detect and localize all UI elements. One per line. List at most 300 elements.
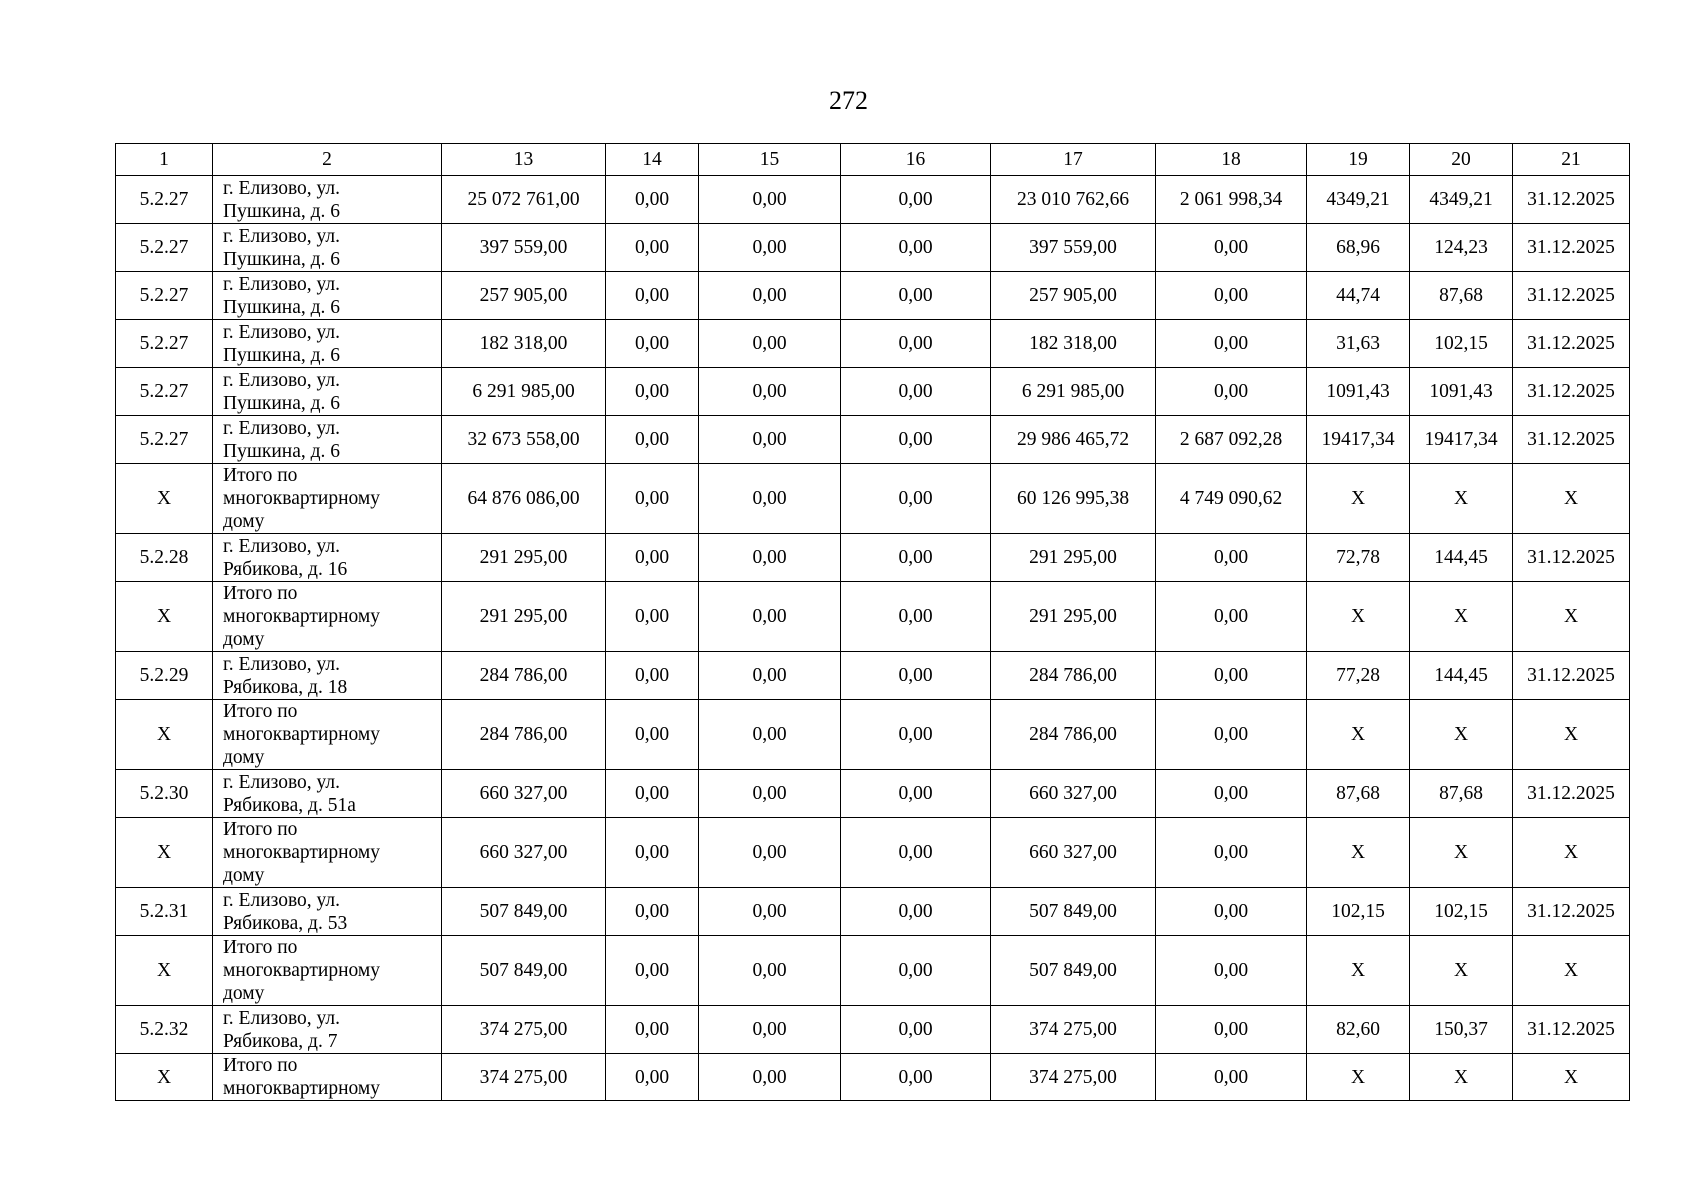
cell-col20: [1410, 368, 1513, 416]
cell-value: 0,00: [1213, 665, 1249, 686]
cell-value: 284 786,00: [1029, 665, 1117, 686]
cell-col16: [841, 272, 991, 320]
cell-value: 660 327,00: [479, 783, 568, 804]
cell-value: 0,00: [1213, 547, 1249, 568]
cell-number: [116, 320, 213, 368]
address-line: Рябикова, д. 16: [223, 558, 348, 580]
cell-col14: [606, 1006, 699, 1054]
cell-col19: [1307, 888, 1410, 936]
cell-value: 0,00: [752, 783, 787, 804]
cell-value: 72,78: [1336, 547, 1380, 568]
cell-value: 82,60: [1336, 1019, 1380, 1040]
row-number: 5.2.27: [139, 237, 189, 258]
cell-col20: [1410, 320, 1513, 368]
cell-value: 31,63: [1336, 333, 1380, 354]
cell-value: X: [1453, 488, 1469, 509]
address-line: Итого по: [223, 1055, 298, 1076]
column-header: 17: [991, 144, 1156, 176]
address-line: г. Елизово, ул.: [223, 177, 341, 199]
cell-col20: [1410, 652, 1513, 700]
cell-value: 0,00: [634, 606, 670, 627]
cell-value: 102,15: [1331, 901, 1385, 922]
cell-value: X: [1563, 1066, 1579, 1088]
cell-value: 0,00: [898, 547, 933, 568]
cell-value: 291 295,00: [1029, 606, 1117, 627]
cell-value: 0,00: [752, 606, 787, 627]
table-row: [116, 320, 1630, 368]
cell-address: [213, 818, 442, 888]
cell-value: X: [1350, 1066, 1366, 1088]
cell-value: 0,00: [634, 1066, 670, 1088]
cell-value: 284 786,00: [479, 665, 568, 686]
cell-value: 0,00: [752, 724, 787, 745]
table-row: [116, 224, 1630, 272]
cell-value: 0,00: [1213, 901, 1249, 922]
cell-value: 397 559,00: [479, 237, 568, 258]
cell-value: 31.12.2025: [1527, 381, 1615, 402]
cell-col21: [1513, 464, 1630, 534]
cell-col20: [1410, 888, 1513, 936]
address-line: Итого по: [223, 465, 298, 486]
row-number: 5.2.29: [139, 665, 189, 686]
cell-col16: [841, 818, 991, 888]
cell-value: 77,28: [1336, 665, 1380, 686]
cell-col17: [991, 582, 1156, 652]
cell-value: 0,00: [898, 842, 933, 863]
address-line: г. Елизово, ул.: [223, 889, 341, 911]
cell-value: 31.12.2025: [1527, 237, 1615, 258]
total-row: [116, 582, 1630, 652]
cell-col16: [841, 320, 991, 368]
cell-col13: [442, 700, 606, 770]
row-number: X: [156, 724, 172, 745]
table-row: [116, 1006, 1630, 1054]
cell-value: 0,00: [898, 333, 933, 354]
cell-value: 291 295,00: [479, 606, 568, 627]
cell-value: 64 876 086,00: [467, 488, 580, 509]
cell-value: 0,00: [752, 488, 787, 509]
cell-col17: [991, 464, 1156, 534]
cell-col21: [1513, 818, 1630, 888]
cell-col18: [1156, 1006, 1307, 1054]
address-line: г. Елизово, ул.: [223, 535, 341, 557]
address-line: г. Елизово, ул.: [223, 369, 341, 391]
cell-col20: [1410, 770, 1513, 818]
cell-address: [213, 888, 442, 936]
cell-value: 0,00: [752, 842, 787, 863]
cell-number: [116, 700, 213, 770]
cell-col20: [1410, 818, 1513, 888]
cell-value: 6 291 985,00: [472, 381, 575, 402]
cell-address: [213, 368, 442, 416]
cell-value: 2 061 998,34: [1179, 189, 1283, 210]
table-row: [116, 888, 1630, 936]
cell-col19: [1307, 368, 1410, 416]
cell-value: X: [1453, 724, 1469, 745]
cell-value: 0,00: [898, 381, 933, 402]
cell-number: [116, 464, 213, 534]
address-line: многоквартирному: [223, 1078, 380, 1099]
cell-value: 32 673 558,00: [467, 429, 580, 450]
cell-col19: [1307, 176, 1410, 224]
cell-col18: [1156, 888, 1307, 936]
address-line: Итого по: [223, 701, 298, 722]
address-line: Итого по: [223, 937, 298, 958]
cell-value: X: [1350, 488, 1366, 509]
cell-col21: [1513, 652, 1630, 700]
cell-value: 1091,43: [1326, 381, 1390, 402]
cell-value: 660 327,00: [1029, 783, 1117, 804]
cell-col15: [699, 1054, 841, 1101]
cell-col18: [1156, 700, 1307, 770]
cell-value: 68,96: [1336, 237, 1380, 258]
cell-value: 0,00: [752, 1019, 787, 1040]
cell-value: 31.12.2025: [1527, 665, 1615, 686]
cell-address: [213, 534, 442, 582]
cell-col19: [1307, 416, 1410, 464]
column-header: 15: [699, 144, 841, 176]
cell-value: 0,00: [898, 783, 933, 804]
cell-address: [213, 320, 442, 368]
cell-value: X: [1453, 1066, 1469, 1088]
cell-value: 0,00: [1213, 237, 1249, 258]
cell-value: 182 318,00: [1029, 333, 1117, 354]
table-row: [116, 272, 1630, 320]
cell-col18: [1156, 176, 1307, 224]
address-line: Рябикова, д. 51а: [223, 794, 356, 816]
cell-col15: [699, 320, 841, 368]
cell-col16: [841, 416, 991, 464]
total-row: [116, 1054, 1630, 1101]
cell-value: 660 327,00: [479, 842, 568, 863]
cell-value: X: [1563, 842, 1579, 863]
cell-col18: [1156, 770, 1307, 818]
cell-value: 374 275,00: [1029, 1066, 1117, 1088]
cell-col15: [699, 272, 841, 320]
cell-value: X: [1350, 842, 1366, 863]
cell-col21: [1513, 1054, 1630, 1101]
cell-value: 31.12.2025: [1527, 783, 1615, 804]
cell-value: 44,74: [1336, 285, 1380, 306]
cell-number: [116, 534, 213, 582]
cell-col14: [606, 464, 699, 534]
cell-col18: [1156, 818, 1307, 888]
cell-value: 0,00: [634, 285, 670, 306]
data-table: [115, 143, 1630, 1101]
cell-col21: [1513, 272, 1630, 320]
cell-number: [116, 936, 213, 1006]
cell-col20: [1410, 1054, 1513, 1101]
cell-col18: [1156, 272, 1307, 320]
row-number: 5.2.27: [139, 333, 189, 354]
cell-col21: [1513, 936, 1630, 1006]
cell-value: 0,00: [1213, 381, 1249, 402]
cell-value: 0,00: [898, 901, 933, 922]
cell-address: [213, 176, 442, 224]
cell-value: 0,00: [634, 901, 670, 922]
cell-col20: [1410, 582, 1513, 652]
cell-col16: [841, 534, 991, 582]
address-line: дому: [223, 983, 265, 1004]
address-line: г. Елизово, ул.: [223, 653, 341, 675]
total-row: [116, 936, 1630, 1006]
address-line: многоквартирному: [223, 960, 380, 981]
cell-col17: [991, 320, 1156, 368]
cell-value: 4 749 090,62: [1179, 488, 1283, 509]
cell-col21: [1513, 534, 1630, 582]
cell-value: 25 072 761,00: [467, 189, 580, 210]
cell-value: 102,15: [1434, 333, 1488, 354]
cell-value: 0,00: [752, 429, 787, 450]
cell-value: 0,00: [634, 333, 670, 354]
cell-value: 0,00: [634, 381, 670, 402]
row-number: 5.2.30: [139, 783, 189, 804]
cell-col15: [699, 888, 841, 936]
cell-value: 0,00: [898, 724, 933, 745]
cell-col18: [1156, 224, 1307, 272]
column-header: 18: [1156, 144, 1307, 176]
cell-value: 60 126 995,38: [1016, 488, 1130, 509]
cell-col20: [1410, 224, 1513, 272]
cell-value: 0,00: [1213, 285, 1249, 306]
cell-value: 284 786,00: [479, 724, 568, 745]
cell-col14: [606, 888, 699, 936]
row-number: 5.2.27: [139, 285, 189, 306]
cell-value: 0,00: [1213, 333, 1249, 354]
cell-value: 0,00: [752, 901, 787, 922]
address-line: г. Елизово, ул.: [223, 417, 341, 439]
row-number: X: [156, 1066, 172, 1088]
cell-col13: [442, 818, 606, 888]
row-number: X: [156, 606, 172, 627]
cell-address: [213, 652, 442, 700]
cell-value: 0,00: [752, 547, 787, 568]
cell-address: [213, 770, 442, 818]
cell-col15: [699, 582, 841, 652]
cell-number: [116, 176, 213, 224]
cell-col15: [699, 770, 841, 818]
cell-col13: [442, 416, 606, 464]
cell-value: 23 010 762,66: [1016, 189, 1130, 210]
cell-col16: [841, 770, 991, 818]
cell-col14: [606, 652, 699, 700]
cell-address: [213, 1006, 442, 1054]
table-row: [116, 534, 1630, 582]
cell-col17: [991, 818, 1156, 888]
cell-col16: [841, 700, 991, 770]
address-line: Итого по: [223, 583, 298, 604]
cell-number: [116, 416, 213, 464]
cell-col21: [1513, 700, 1630, 770]
cell-value: 0,00: [634, 783, 670, 804]
cell-col21: [1513, 770, 1630, 818]
cell-col19: [1307, 272, 1410, 320]
cell-col20: [1410, 1006, 1513, 1054]
cell-value: 0,00: [752, 1066, 787, 1088]
cell-number: [116, 272, 213, 320]
cell-value: 0,00: [634, 189, 670, 210]
cell-address: [213, 700, 442, 770]
row-number: X: [156, 488, 172, 509]
cell-col19: [1307, 464, 1410, 534]
cell-col17: [991, 272, 1156, 320]
cell-col18: [1156, 582, 1307, 652]
cell-number: [116, 224, 213, 272]
cell-address: [213, 1054, 442, 1101]
cell-col21: [1513, 582, 1630, 652]
address-line: Пушкина, д. 6: [223, 200, 341, 222]
cell-col16: [841, 368, 991, 416]
cell-value: 144,45: [1434, 547, 1488, 568]
cell-value: X: [1350, 606, 1366, 627]
table-row: [116, 652, 1630, 700]
cell-address: [213, 582, 442, 652]
cell-value: 0,00: [752, 189, 787, 210]
cell-value: 374 275,00: [479, 1019, 568, 1040]
cell-col15: [699, 936, 841, 1006]
cell-value: 124,23: [1434, 237, 1488, 258]
cell-col16: [841, 176, 991, 224]
cell-col13: [442, 272, 606, 320]
cell-value: 0,00: [1213, 960, 1249, 981]
cell-col19: [1307, 818, 1410, 888]
cell-col14: [606, 582, 699, 652]
cell-col14: [606, 224, 699, 272]
address-line: Рябикова, д. 53: [223, 912, 348, 934]
cell-col14: [606, 368, 699, 416]
address-line: многоквартирному: [223, 724, 380, 745]
total-row: [116, 700, 1630, 770]
cell-col13: [442, 368, 606, 416]
row-number: 5.2.32: [139, 1019, 189, 1040]
cell-value: 0,00: [1213, 842, 1249, 863]
cell-value: 31.12.2025: [1527, 333, 1615, 354]
cell-address: [213, 416, 442, 464]
column-header: 20: [1410, 144, 1513, 176]
cell-col21: [1513, 1006, 1630, 1054]
table-row: [116, 368, 1630, 416]
cell-col19: [1307, 936, 1410, 1006]
cell-value: X: [1453, 606, 1469, 627]
cell-col20: [1410, 176, 1513, 224]
cell-col15: [699, 1006, 841, 1054]
cell-value: 144,45: [1434, 665, 1488, 686]
cell-value: 284 786,00: [1029, 724, 1117, 745]
cell-col14: [606, 272, 699, 320]
cell-col17: [991, 936, 1156, 1006]
address-line: многоквартирному: [223, 606, 380, 627]
row-number: X: [156, 842, 172, 863]
cell-col13: [442, 176, 606, 224]
page-number: 272: [829, 86, 868, 115]
cell-col18: [1156, 1054, 1307, 1101]
cell-col21: [1513, 320, 1630, 368]
cell-value: 0,00: [1213, 606, 1249, 627]
cell-value: 257 905,00: [1029, 285, 1117, 306]
cell-col21: [1513, 224, 1630, 272]
cell-col19: [1307, 770, 1410, 818]
cell-value: 87,68: [1439, 783, 1483, 804]
cell-value: 0,00: [752, 381, 787, 402]
cell-col13: [442, 582, 606, 652]
cell-address: [213, 272, 442, 320]
cell-col14: [606, 534, 699, 582]
cell-col13: [442, 534, 606, 582]
cell-col17: [991, 700, 1156, 770]
cell-value: 507 849,00: [479, 901, 568, 922]
cell-value: 31.12.2025: [1527, 547, 1615, 568]
cell-value: 0,00: [752, 285, 787, 306]
cell-value: 6 291 985,00: [1021, 381, 1125, 402]
cell-number: [116, 582, 213, 652]
cell-value: 31.12.2025: [1527, 901, 1615, 922]
cell-value: 87,68: [1336, 783, 1380, 804]
address-line: Рябикова, д. 7: [223, 1030, 338, 1052]
column-header: 16: [841, 144, 991, 176]
cell-col17: [991, 1054, 1156, 1101]
cell-number: [116, 770, 213, 818]
cell-value: 87,68: [1439, 285, 1483, 306]
total-row: [116, 818, 1630, 888]
cell-value: 0,00: [752, 960, 787, 981]
cell-col20: [1410, 464, 1513, 534]
cell-value: 660 327,00: [1029, 842, 1117, 863]
cell-col13: [442, 464, 606, 534]
cell-col18: [1156, 464, 1307, 534]
table-row: [116, 176, 1630, 224]
row-number: 5.2.27: [139, 189, 189, 210]
cell-col19: [1307, 1006, 1410, 1054]
column-header: 14: [606, 144, 699, 176]
cell-col16: [841, 936, 991, 1006]
cell-col16: [841, 652, 991, 700]
address-line: г. Елизово, ул.: [223, 321, 341, 343]
column-header: 1: [116, 144, 213, 176]
column-header: 2: [213, 144, 442, 176]
cell-col14: [606, 176, 699, 224]
table-row: [116, 770, 1630, 818]
address-line: Пушкина, д. 6: [223, 296, 341, 318]
cell-col21: [1513, 368, 1630, 416]
address-line: дому: [223, 865, 265, 886]
column-header: 13: [442, 144, 606, 176]
cell-value: 0,00: [752, 237, 787, 258]
cell-value: 1091,43: [1429, 381, 1493, 402]
cell-value: 29 986 465,72: [1016, 429, 1130, 450]
cell-value: 0,00: [634, 960, 670, 981]
header-row: [116, 144, 1630, 176]
cell-col21: [1513, 176, 1630, 224]
cell-value: 0,00: [898, 237, 933, 258]
cell-value: 0,00: [1213, 1019, 1249, 1040]
cell-value: 291 295,00: [479, 547, 568, 568]
row-number: 5.2.27: [139, 429, 189, 450]
cell-value: 507 849,00: [479, 960, 568, 981]
cell-col19: [1307, 1054, 1410, 1101]
cell-col15: [699, 700, 841, 770]
cell-address: [213, 224, 442, 272]
table-row: [116, 416, 1630, 464]
cell-value: 31.12.2025: [1527, 189, 1615, 210]
cell-value: X: [1563, 488, 1579, 509]
cell-value: 397 559,00: [1029, 237, 1117, 258]
cell-value: 0,00: [898, 488, 933, 509]
address-line: дому: [223, 629, 265, 650]
cell-number: [116, 368, 213, 416]
cell-value: 374 275,00: [479, 1066, 568, 1088]
row-number: X: [156, 960, 172, 981]
cell-value: 0,00: [634, 1019, 670, 1040]
